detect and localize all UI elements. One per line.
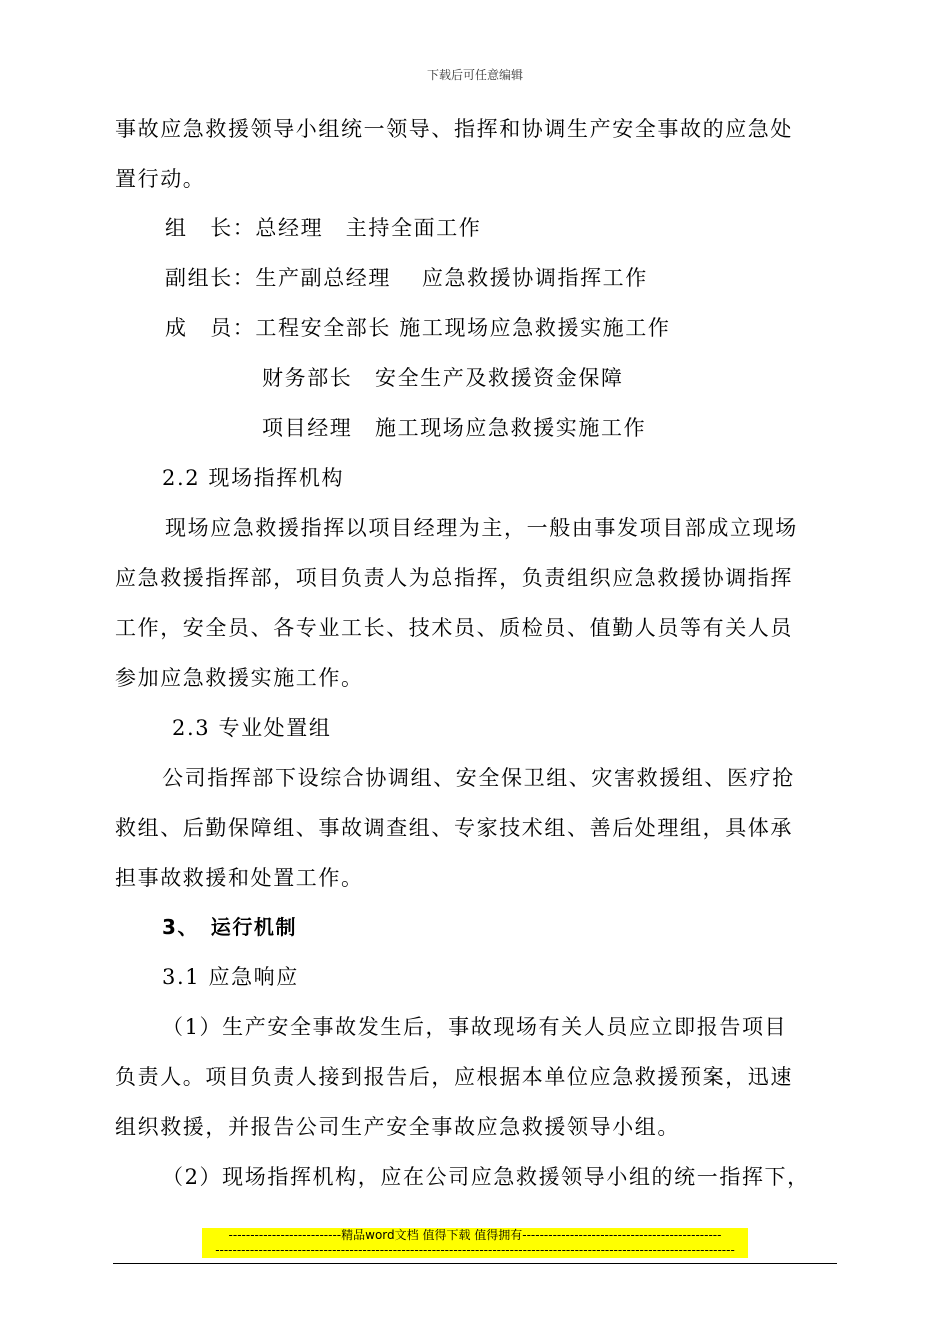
body-line: 工作，安全员、各专业工长、技术员、质检员、值勤人员等有关人员 <box>115 616 793 640</box>
section-heading: 2.2 现场指挥机构 <box>162 466 345 490</box>
member-row: 成 员：工程安全部长 施工现场应急救援实施工作 <box>165 316 671 340</box>
body-line: 应急救援指挥部，项目负责人为总指挥，负责组织应急救援协调指挥 <box>115 566 793 590</box>
section-heading: 2.3 专业处置组 <box>172 716 332 740</box>
footer-banner-line: ------------------------------------------------------------------------------------------------------------------------ <box>215 1243 735 1257</box>
body-line: （2）现场指挥机构，应在公司应急救援领导小组的统一指挥下， <box>162 1165 810 1189</box>
body-line: 组织救援，并报告公司生产安全事故应急救援领导小组。 <box>115 1115 680 1139</box>
section-heading: 3.1 应急响应 <box>162 965 299 989</box>
footer-banner <box>202 1228 748 1258</box>
header-note: 下载后可任意编辑 <box>426 68 523 82</box>
body-line: 救组、后勤保障组、事故调查组、专家技术组、善后处理组，具体承 <box>115 816 793 840</box>
body-line: 公司指挥部下设综合协调组、安全保卫组、灾害救援组、医疗抢 <box>162 766 795 790</box>
body-line: 现场应急救援指挥以项目经理为主，一般由事发项目部成立现场 <box>165 516 798 540</box>
chapter-heading: 3、 运行机制 <box>162 915 298 939</box>
body-line: 担事故救援和处置工作。 <box>115 866 364 890</box>
body-line: （1）生产安全事故发生后，事故现场有关人员应立即报告项目 <box>162 1015 788 1039</box>
body-line: 置行动。 <box>115 167 206 191</box>
leader-row: 组 长：总经理 主持全面工作 <box>165 216 482 240</box>
footer-banner-line: --------------------------精品word文档 值得下载 值得拥有---------------------------------------------- <box>228 1228 722 1242</box>
deputy-leader-row: 副组长：生产副总经理 应急救援协调指挥工作 <box>165 266 648 290</box>
member-row: 财务部长 安全生产及救援资金保障 <box>262 366 624 390</box>
body-line: 负责人。项目负责人接到报告后，应根据本单位应急救援预案，迅速 <box>115 1065 793 1089</box>
member-row: 项目经理 施工现场应急救援实施工作 <box>262 416 647 440</box>
body-line: 事故应急救援领导小组统一领导、指挥和协调生产安全事故的应急处 <box>115 117 793 141</box>
body-line: 参加应急救援实施工作。 <box>115 666 364 690</box>
footer-rule <box>113 1263 837 1264</box>
